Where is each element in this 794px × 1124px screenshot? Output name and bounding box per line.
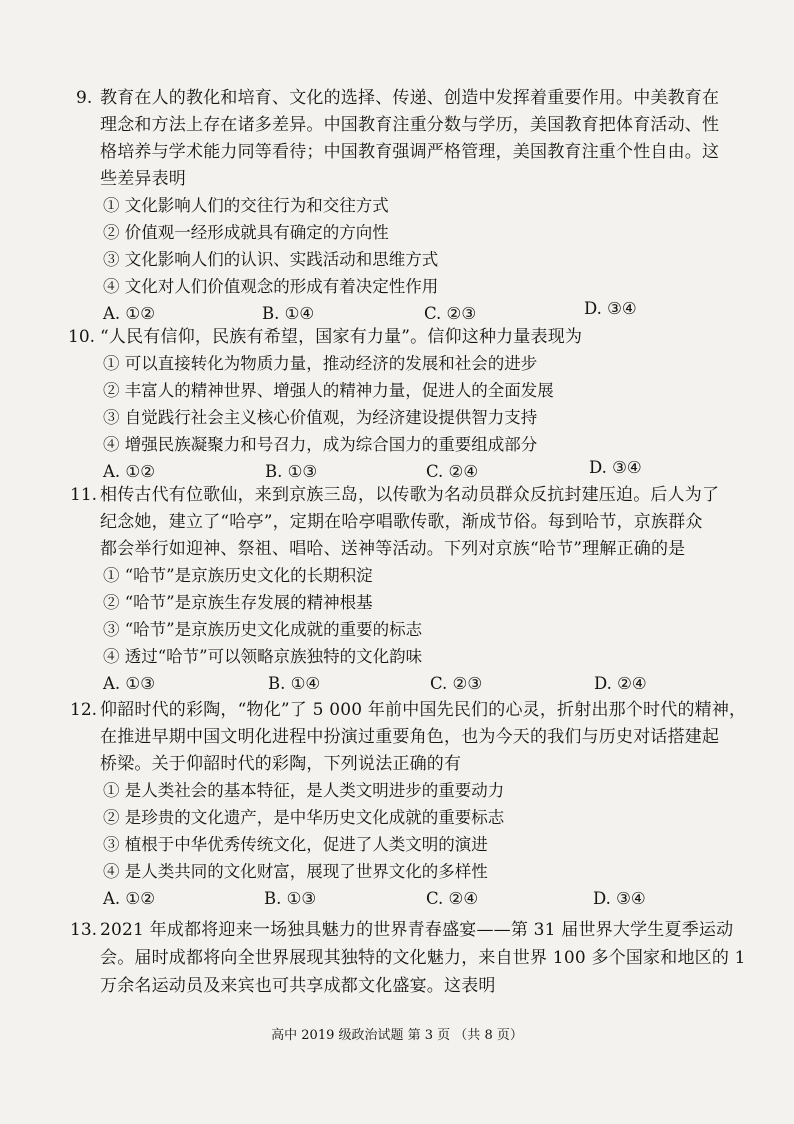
option-b: B. ①④ [268,674,321,693]
option-d: D. ③④ [589,458,642,477]
statement-3: ③ 植根于中华优秀传统文化，促进了人类文明的演进 [103,835,488,854]
option-c: C. ②③ [424,304,477,323]
statement-2: ② 价值观一经形成就具有确定的方向性 [103,223,389,242]
option-a: A. ①② [103,889,155,908]
question-stem-line: 会。届时成都将向全世界展现其独特的文化魅力，来自世界 100 多个国家和地区的 1 [100,948,746,968]
question-stem-line: 些差异表明 [100,169,186,189]
option-c: C. ②④ [426,889,479,908]
question-stem-line: 格培养与学术能力同等看待；中国教育强调严格管理，美国教育注重个性自由。这 [100,142,720,162]
statement-2: ② 是珍贵的文化遗产，是中华历史文化成就的重要标志 [103,808,505,827]
option-c: C. ②③ [430,674,483,693]
option-c: C. ②④ [426,462,479,481]
option-a: A. ①② [103,304,155,323]
statement-1: ① 可以直接转化为物质力量，推动经济的发展和社会的进步 [103,354,538,373]
option-d: D. ③④ [593,889,646,908]
option-a: A. ①③ [103,674,155,693]
statement-1: ① 文化影响人们的交往行为和交往方式 [103,196,389,215]
question-stem-line: 在推进早期中国文明化进程中扮演过重要角色，也为今天的我们与历史对话搭建起 [100,727,720,747]
question-stem-line: 纪念她，建立了“哈亭”，定期在哈亭唱歌传歌，渐成节俗。每到哈节，京族群众 [100,512,703,532]
option-b: B. ①④ [262,304,315,323]
question-number: 13. [70,920,98,940]
statement-1: ① 是人类社会的基本特征，是人类文明进步的重要动力 [103,781,505,800]
option-b: B. ①③ [264,889,317,908]
statement-3: ③ 文化影响人们的认识、实践活动和思维方式 [103,250,439,269]
question-stem-line: 桥梁。关于仰韶时代的彩陶，下列说法正确的有 [100,754,462,774]
option-b: B. ①③ [265,462,318,481]
option-a: A. ①② [103,462,155,481]
statement-2: ② 丰富人的精神世界、增强人的精神力量，促进人的全面发展 [103,381,554,400]
question-number: 10. [68,327,96,347]
question-stem-line: 万余名运动员及来宾也可共享成都文化盛宴。这表明 [100,976,496,996]
question-stem-line: 2021 年成都将迎来一场独具魅力的世界青春盛宴——第 31 届世界大学生夏季运动 [100,920,734,940]
question-stem-line: 教育在人的教化和培育、文化的选择、传递、创造中发挥着重要作用。中美教育在 [100,88,720,108]
option-d: D. ③④ [584,299,637,318]
statement-1: ① “哈节”是京族历史文化的长期积淀 [103,566,373,585]
question-number: 11. [70,485,98,505]
statement-4: ④ 透过“哈节”可以领略京族独特的文化韵味 [103,647,423,666]
page-footer: 高中 2019 级政治试题 第 3 页 （共 8 页） [271,1028,523,1043]
question-number: 12. [70,700,98,720]
statement-2: ② “哈节”是京族生存发展的精神根基 [103,593,373,612]
question-number: 9. [76,88,93,108]
statement-4: ④ 是人类共同的文化财富，展现了世界文化的多样性 [103,862,488,881]
option-d: D. ②④ [594,674,647,693]
statement-4: ④ 文化对人们价值观念的形成有着决定性作用 [103,277,439,296]
statement-4: ④ 增强民族凝聚力和号召力，成为综合国力的重要组成部分 [103,435,538,454]
statement-3: ③ “哈节”是京族历史文化成就的重要的标志 [103,620,423,639]
statement-3: ③ 自觉践行社会主义核心价值观，为经济建设提供智力支持 [103,408,538,427]
question-stem-line: 理念和方法上存在诸多差异。中国教育注重分数与学历，美国教育把体育活动、性 [100,115,720,135]
question-stem-line: “人民有信仰，民族有希望，国家有力量”。信仰这种力量表现为 [100,327,583,347]
question-stem-line: 相传古代有位歌仙，来到京族三岛，以传歌为名动员群众反抗封建压迫。后人为了 [100,485,720,505]
question-stem-line: 仰韶时代的彩陶，“物化”了 5 000 年前中国先民们的心灵，折射出那个时代的精神， [100,700,747,720]
question-stem-line: 都会举行如迎神、祭祖、唱哈、送神等活动。下列对京族“哈节”理解正确的是 [100,539,686,559]
